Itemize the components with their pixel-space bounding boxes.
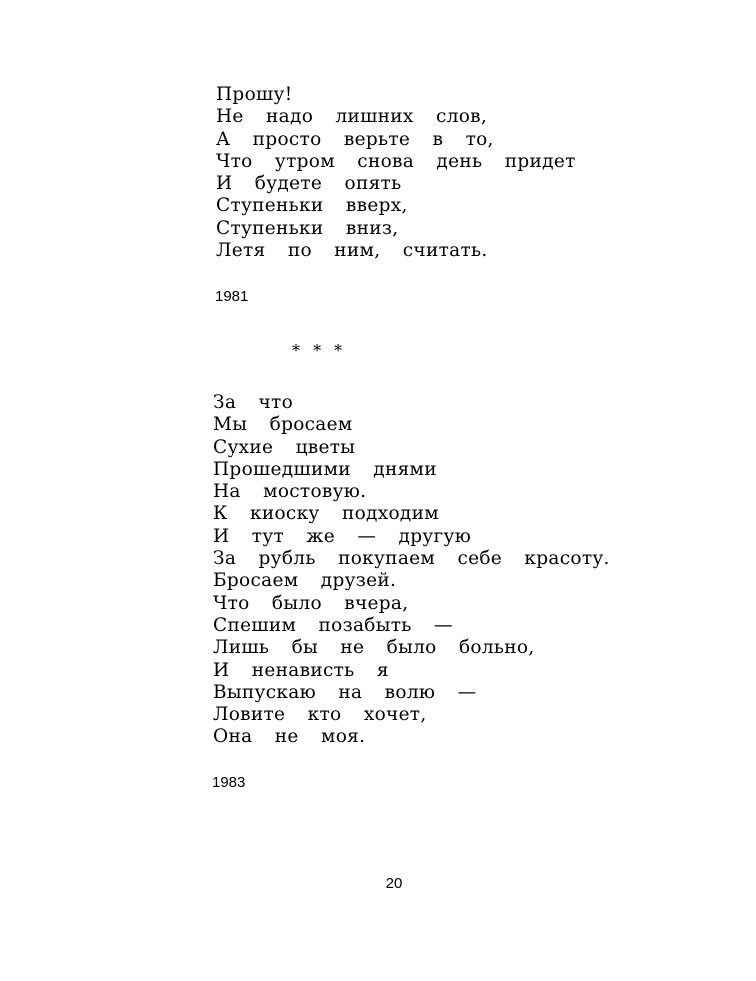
- poem-line: А просто верьте в то,: [216, 128, 494, 150]
- poem-line: Прошу!: [216, 84, 293, 105]
- poem-line: Мы бросаем: [213, 414, 353, 436]
- poem-line: И ненависть я: [213, 659, 389, 681]
- poem-line: На мостовую.: [213, 481, 367, 503]
- poem-line: Не надо лишних слов,: [216, 106, 488, 128]
- poem-line: Спешим позабыть —: [213, 614, 453, 636]
- poem-line: Ступеньки вниз,: [216, 217, 399, 239]
- poem-line: К киоску подходим: [213, 503, 439, 525]
- poem-1: [216, 84, 576, 262]
- poem-line: Прошедшими днями: [213, 458, 437, 480]
- poem-line: Летя по ним, считать.: [216, 240, 488, 262]
- page-number: 20: [385, 875, 403, 892]
- poem-line: Она не моя.: [213, 726, 366, 748]
- poem-2-year: 1983: [212, 774, 246, 791]
- poem-line: Ступеньки вверх,: [216, 195, 408, 217]
- poem-line: Выпускаю на волю —: [213, 681, 477, 703]
- poem-line: Бросаем друзей.: [213, 570, 397, 592]
- poem-line: Что утром снова день придет: [216, 150, 576, 172]
- poem-line: И тут же — другую: [213, 525, 472, 547]
- poem-2: [213, 392, 610, 749]
- poem-line: За что: [213, 392, 294, 413]
- poem-line: И будете опять: [216, 173, 402, 195]
- poem-line: Лишь бы не было больно,: [213, 637, 535, 659]
- poem-line: Ловите кто хочет,: [213, 704, 427, 726]
- poem-1-year: 1981: [215, 288, 249, 305]
- section-separator: * * *: [292, 341, 343, 360]
- poem-line: Сухие цветы: [213, 436, 356, 458]
- poem-line: За рубль покупаем себе красоту.: [213, 548, 610, 570]
- poem-line: Что было вчера,: [213, 592, 409, 614]
